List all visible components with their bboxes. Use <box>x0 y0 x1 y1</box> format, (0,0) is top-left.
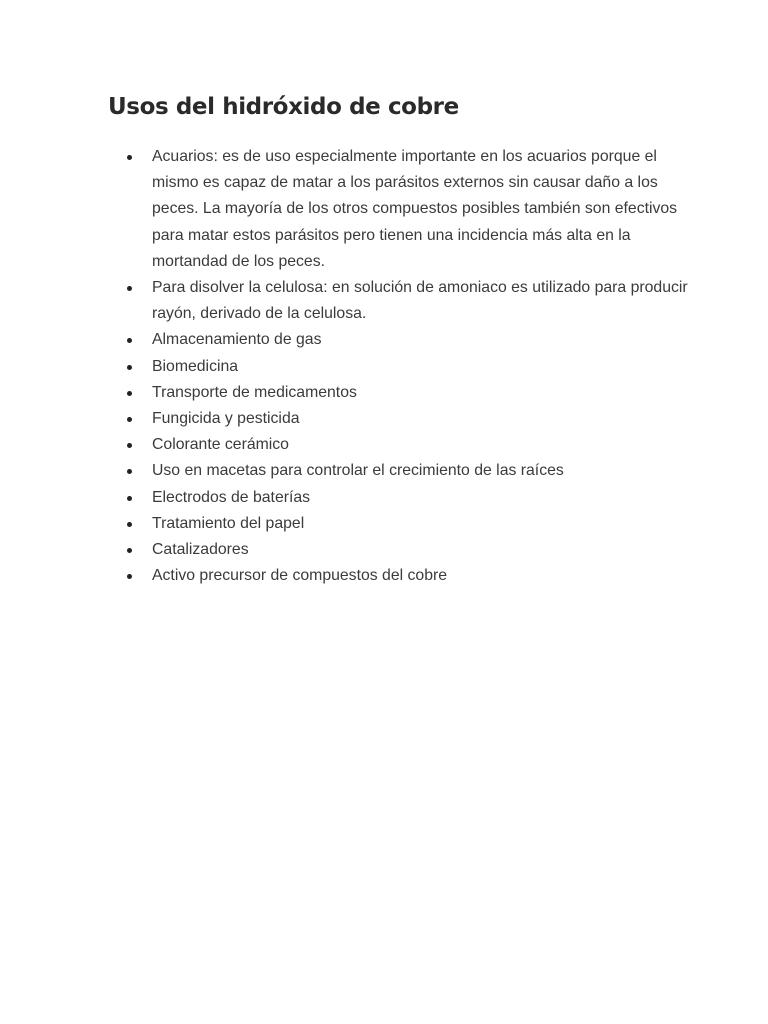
bullet-icon <box>127 338 132 343</box>
list-item <box>108 327 688 353</box>
list-item <box>108 354 688 380</box>
list-item-text: Electrodos de baterías <box>152 488 311 506</box>
bullet-icon <box>127 548 132 553</box>
bullet-icon <box>127 574 132 579</box>
list-item-text: Para disolver la celulosa: en solución de amoniaco es utilizado para producir rayón, derivado de la celulosa. <box>152 279 688 323</box>
list-item-text: Colorante cerámico <box>152 436 289 454</box>
list-item <box>108 511 688 537</box>
list-item <box>108 432 688 458</box>
bullet-icon <box>127 155 132 160</box>
list-item-text: Almacenamiento de gas <box>152 331 322 349</box>
list-item-text: Uso en macetas para controlar el crecimiento de las raíces <box>152 462 564 480</box>
bullet-icon <box>127 365 132 370</box>
list-item-text: Catalizadores <box>152 541 249 559</box>
bullet-icon <box>127 417 132 422</box>
list-item <box>108 144 688 275</box>
list-item-text: Tratamiento del papel <box>152 514 305 532</box>
list-item-text: Biomedicina <box>152 357 239 375</box>
list-item-text: Transporte de medicamentos <box>152 383 357 401</box>
list-item <box>108 485 688 511</box>
list-item <box>108 563 688 589</box>
list-item <box>108 380 688 406</box>
bullet-icon <box>127 496 132 501</box>
list-item-text: Fungicida y pesticida <box>152 410 300 428</box>
bullet-icon <box>127 522 132 527</box>
bullet-icon <box>127 286 132 291</box>
bullet-icon <box>127 443 132 448</box>
bullet-icon <box>127 391 132 396</box>
list-item-text: Acuarios: es de uso especialmente importante en los acuarios porque el mismo es capaz de matar a los parásitos externos sin causar daño a los peces. La mayoría de los otros compuestos posibles también son efectivos para matar estos parásitos pero tienen una incidencia más alta en la mortandad de los peces. <box>152 148 678 270</box>
list-item <box>108 406 688 432</box>
list-item <box>108 458 688 484</box>
document-page <box>108 90 688 589</box>
list-item <box>108 275 688 327</box>
bullet-icon <box>127 469 132 474</box>
page-title: Usos del hidróxido de cobre <box>108 94 459 120</box>
list-item-text: Activo precursor de compuestos del cobre <box>152 567 448 585</box>
uses-list <box>108 144 688 589</box>
list-item <box>108 537 688 563</box>
